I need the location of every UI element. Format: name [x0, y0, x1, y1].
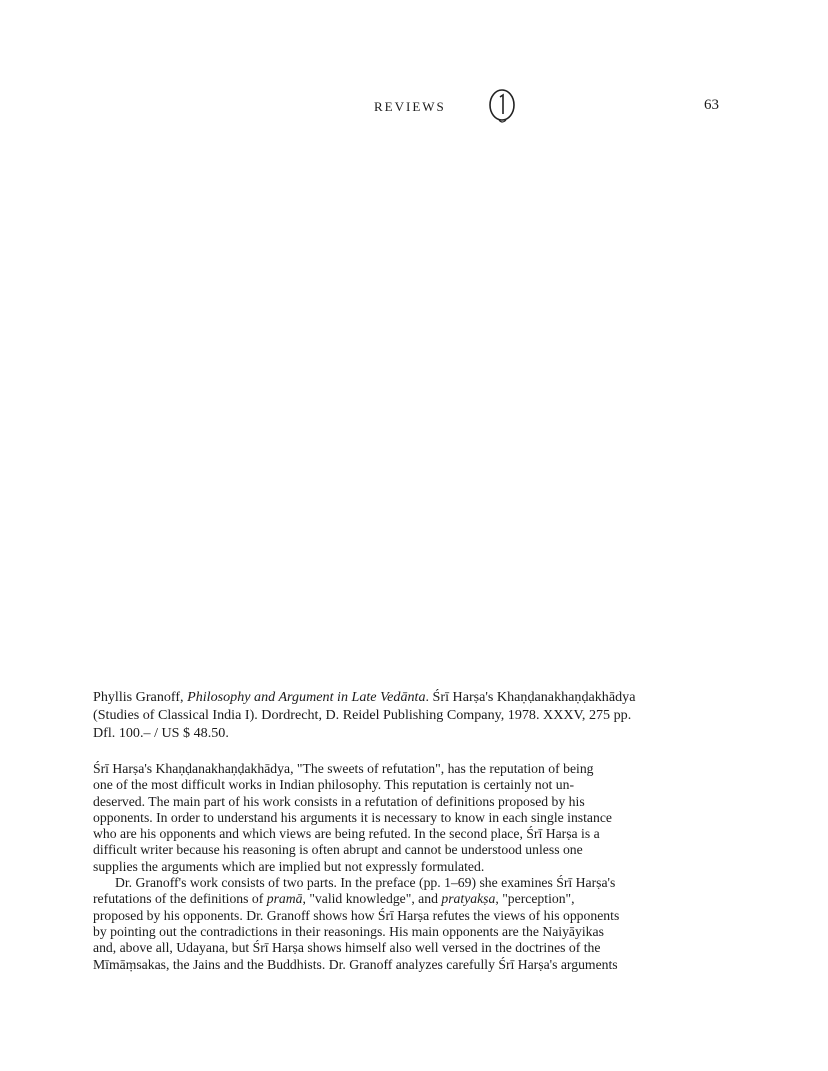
running-head: REVIEWS: [374, 99, 446, 114]
text-line: and, above all, Udayana, but Śrī Harṣa shows himself also well versed in the doctrines of the: [93, 940, 601, 956]
text-line: who are his opponents and which views are being refuted. In the second place, Śrī Harṣa is a: [93, 826, 600, 842]
text-line: Mīmāṃsakas, the Jains and the Buddhists. Dr. Granoff analyzes carefully Śrī Harṣa's arguments: [93, 956, 618, 972]
paragraph-2: [93, 875, 743, 973]
handwritten-circled-number-mark: [486, 85, 518, 129]
text-line: Dr. Granoff's work consists of two parts. In the preface (pp. 1–69) she examines Śrī Harṣa's: [115, 875, 616, 891]
term-pratyaksa: pratyakṣa: [441, 891, 496, 907]
text-line: proposed by his opponents. Dr. Granoff shows how Śrī Harṣa refutes the views of his opponents: [93, 907, 620, 923]
text-line: deserved. The main part of his work consists in a refutation of definitions proposed by his: [93, 793, 585, 809]
term-prama: pramā: [266, 891, 303, 907]
citation-line-1: [93, 688, 743, 706]
citation-book-title: Philosophy and Argument in Late Vedānta: [187, 689, 426, 705]
paragraph-1: [93, 761, 743, 875]
text-line: opponents. In order to understand his arguments it is necessary to know in each single instance: [93, 809, 612, 825]
text-segment: , "perception",: [495, 891, 575, 907]
citation-line-3: Dfl. 100.– / US $ 48.50.: [93, 725, 229, 741]
page-number: 63: [704, 97, 719, 113]
text-line: one of the most difficult works in Indian philosophy. This reputation is certainly not un-: [93, 777, 575, 793]
citation-line-2: (Studies of Classical India I). Dordrecht, D. Reidel Publishing Company, 1978. XXXV, 275 pp.: [93, 707, 632, 723]
text-line: supplies the arguments which are implied but not expressly formulated.: [93, 858, 485, 874]
citation-author: Phyllis Granoff,: [93, 689, 188, 705]
text-line: [93, 891, 743, 907]
review-citation: [93, 688, 743, 742]
text-segment: refutations of the definitions of: [93, 891, 267, 907]
text-segment: , "valid knowledge", and: [302, 891, 442, 907]
citation-line-1-rest: . Śrī Harṣa's Khaṇḍanakhaṇḍakhādya: [425, 689, 636, 705]
text-line: Śrī Harṣa's Khaṇḍanakhaṇḍakhādya, "The sweets of refutation", has the reputation of being: [93, 761, 594, 776]
text-line: by pointing out the contradictions in their reasonings. His main opponents are the Naiyāyikas: [93, 923, 604, 939]
text-line: difficult writer because his reasoning is often abrupt and cannot be understood unless one: [93, 842, 583, 858]
review-body: [93, 761, 743, 973]
page-header: [0, 96, 828, 120]
